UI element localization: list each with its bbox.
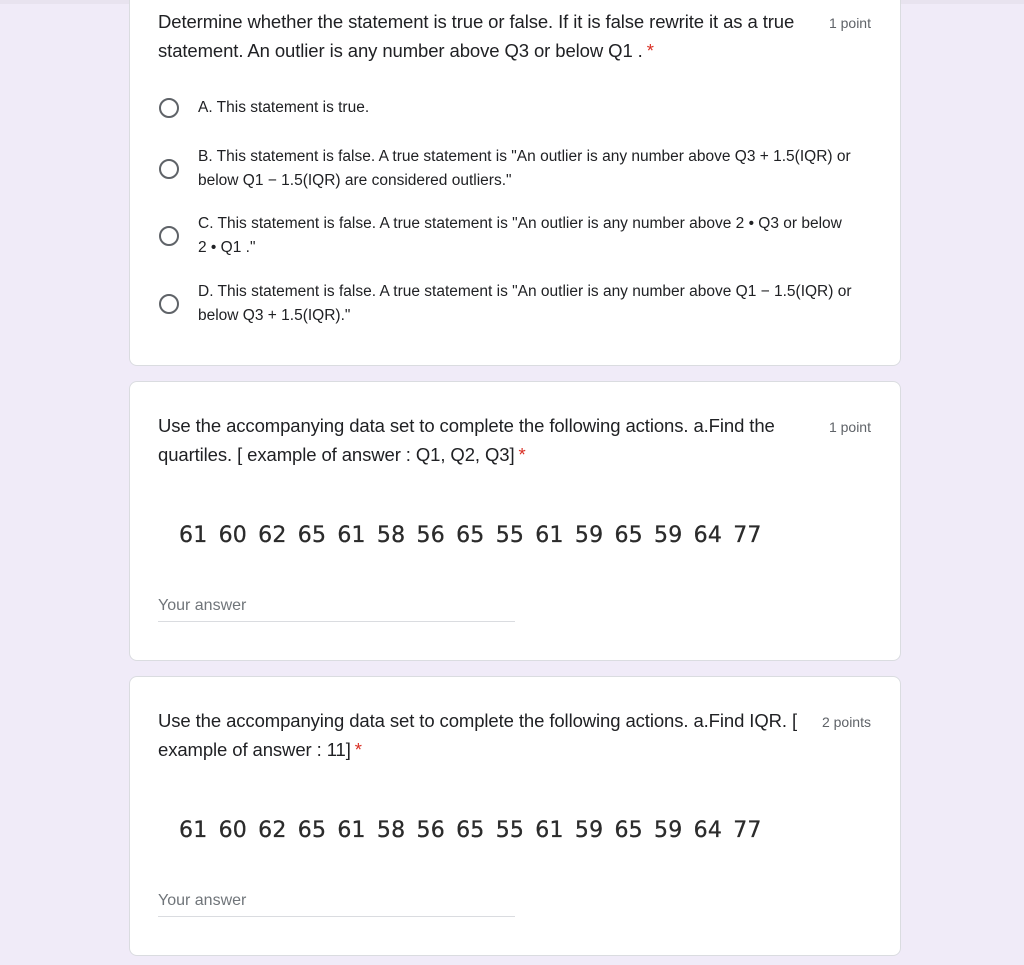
- radio-button[interactable]: [159, 226, 179, 246]
- choice-label: B. This statement is false. A true statement is "An outlier is any number above Q3 + 1.5(IQR) or below Q1 − 1.5(IQR) are considered outliers.": [198, 148, 851, 189]
- question-title: [158, 706, 808, 764]
- choice-label: A. This statement is true.: [198, 99, 370, 116]
- required-asterisk: *: [646, 40, 654, 61]
- radio-button[interactable]: [159, 294, 179, 314]
- choice-option-b[interactable]: [158, 145, 858, 193]
- answer-field[interactable]: [158, 593, 515, 622]
- question-points: 1 point: [828, 419, 871, 435]
- choice-option-d[interactable]: [158, 280, 858, 328]
- question-card-quartiles: [129, 381, 901, 661]
- question-card-outlier: [129, 0, 901, 366]
- required-asterisk: *: [518, 444, 526, 465]
- question-points: 2 points: [821, 714, 871, 730]
- question-title: [158, 411, 808, 469]
- choice-option-a[interactable]: [158, 96, 858, 120]
- question-title-text: Determine whether the statement is true or false. If it is false rewrite it as a true statement. An outlier is any number above Q3 or below Q1 .: [158, 11, 795, 61]
- question-points: 1 point: [828, 15, 871, 31]
- data-set-image: 61 60 62 65 61 58 56 65 55 61 59 65 59 64 77: [179, 818, 762, 843]
- answer-field[interactable]: [158, 888, 515, 917]
- question-title-text: Use the accompanying data set to complete the following actions. a.Find the quartiles. [ example of answer : Q1, Q2, Q3]: [158, 415, 775, 465]
- short-answer-input[interactable]: [158, 888, 515, 910]
- radio-button[interactable]: [159, 159, 179, 179]
- choice-label: D. This statement is false. A true statement is "An outlier is any number above Q1 − 1.5(IQR) or below Q3 + 1.5(IQR).": [198, 283, 852, 324]
- question-title-text: Use the accompanying data set to complete the following actions. a.Find IQR. [ example of answer : 11]: [158, 710, 798, 760]
- required-asterisk: *: [354, 739, 362, 760]
- radio-button[interactable]: [159, 98, 179, 118]
- question-title: [158, 7, 808, 65]
- data-set-image: 61 60 62 65 61 58 56 65 55 61 59 65 59 64 77: [179, 523, 762, 548]
- choice-label: C. This statement is false. A true statement is "An outlier is any number above 2 • Q3 or below 2 • Q1 .": [198, 215, 842, 256]
- question-card-iqr: [129, 676, 901, 956]
- choice-option-c[interactable]: [158, 212, 858, 260]
- short-answer-input[interactable]: [158, 593, 515, 615]
